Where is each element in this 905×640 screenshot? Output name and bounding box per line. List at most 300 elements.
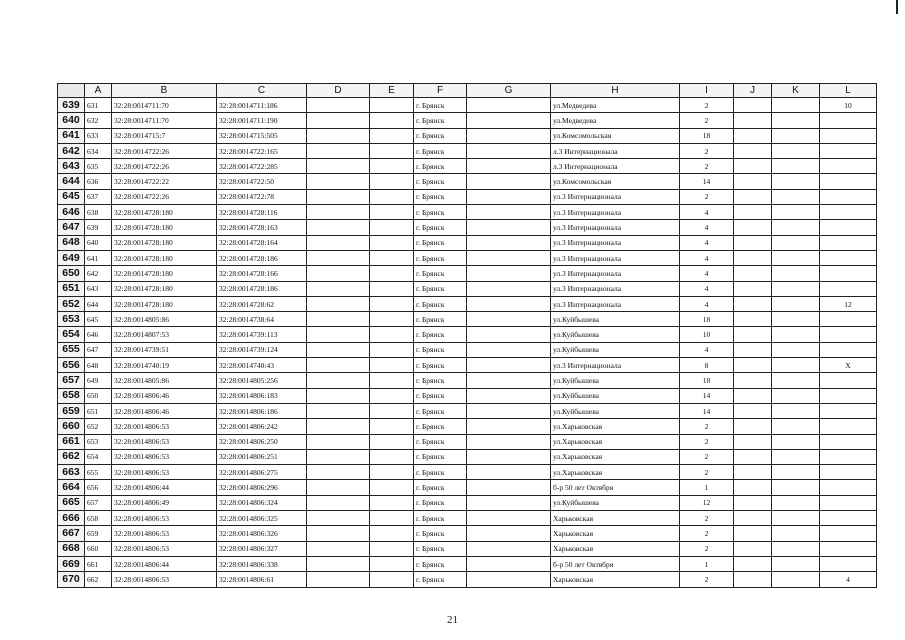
cell-k[interactable] <box>772 541 820 556</box>
cell-h[interactable]: ул.Харьковская <box>551 434 680 449</box>
row-header[interactable]: 661 <box>58 434 85 449</box>
cell-l[interactable] <box>820 419 877 434</box>
cell-f[interactable]: г. Брянск <box>414 572 467 587</box>
cell-c[interactable]: 32:28:0014728:62 <box>217 296 307 311</box>
cell-f[interactable]: г. Брянск <box>414 205 467 220</box>
cell-i[interactable]: 2 <box>680 113 734 128</box>
row-header[interactable]: 656 <box>58 358 85 373</box>
column-header-f[interactable]: F <box>414 84 467 98</box>
cell-b[interactable]: 32:28:0014806:53 <box>112 526 217 541</box>
cell-e[interactable] <box>370 480 414 495</box>
cell-f[interactable]: г. Брянск <box>414 312 467 327</box>
column-header-h[interactable]: H <box>551 84 680 98</box>
cell-i[interactable]: 4 <box>680 266 734 281</box>
cell-j[interactable] <box>734 403 772 418</box>
row-header[interactable]: 643 <box>58 159 85 174</box>
cell-c[interactable]: 32:28:0014728:166 <box>217 266 307 281</box>
cell-c[interactable]: 32:28:0014715:505 <box>217 128 307 143</box>
cell-d[interactable] <box>307 113 370 128</box>
cell-k[interactable] <box>772 174 820 189</box>
row-header[interactable]: 662 <box>58 449 85 464</box>
cell-d[interactable] <box>307 511 370 526</box>
cell-e[interactable] <box>370 266 414 281</box>
cell-c[interactable]: 32:28:0014728:164 <box>217 235 307 250</box>
cell-k[interactable] <box>772 189 820 204</box>
cell-d[interactable] <box>307 281 370 296</box>
cell-e[interactable] <box>370 495 414 510</box>
cell-a[interactable]: 651 <box>85 403 112 418</box>
cell-k[interactable] <box>772 388 820 403</box>
cell-h[interactable]: ул.3 Интернационала <box>551 250 680 265</box>
cell-h[interactable]: л.3 Интернационала <box>551 143 680 158</box>
cell-j[interactable] <box>734 572 772 587</box>
cell-a[interactable]: 662 <box>85 572 112 587</box>
cell-h[interactable]: Харьковская <box>551 511 680 526</box>
cell-c[interactable]: 32:28:0014740:43 <box>217 358 307 373</box>
cell-k[interactable] <box>772 526 820 541</box>
cell-g[interactable] <box>467 128 551 143</box>
cell-h[interactable]: Харьковская <box>551 526 680 541</box>
cell-j[interactable] <box>734 327 772 342</box>
cell-c[interactable]: 32:28:0014739:113 <box>217 327 307 342</box>
cell-h[interactable]: ул.Харьковская <box>551 465 680 480</box>
cell-e[interactable] <box>370 235 414 250</box>
cell-h[interactable]: ул.3 Интернационала <box>551 266 680 281</box>
column-header-i[interactable]: I <box>680 84 734 98</box>
cell-a[interactable]: 658 <box>85 511 112 526</box>
cell-f[interactable]: г. Брянск <box>414 388 467 403</box>
row-header[interactable]: 655 <box>58 342 85 357</box>
cell-e[interactable] <box>370 556 414 571</box>
cell-i[interactable]: 2 <box>680 449 734 464</box>
cell-j[interactable] <box>734 556 772 571</box>
cell-j[interactable] <box>734 205 772 220</box>
cell-e[interactable] <box>370 220 414 235</box>
cell-d[interactable] <box>307 403 370 418</box>
cell-j[interactable] <box>734 220 772 235</box>
cell-l[interactable] <box>820 266 877 281</box>
cell-d[interactable] <box>307 189 370 204</box>
cell-i[interactable]: 2 <box>680 465 734 480</box>
cell-a[interactable]: 645 <box>85 312 112 327</box>
cell-h[interactable]: л.3 Интернационала <box>551 159 680 174</box>
cell-k[interactable] <box>772 235 820 250</box>
cell-j[interactable] <box>734 511 772 526</box>
cell-g[interactable] <box>467 342 551 357</box>
cell-i[interactable]: 2 <box>680 143 734 158</box>
cell-d[interactable] <box>307 358 370 373</box>
cell-d[interactable] <box>307 128 370 143</box>
cell-j[interactable] <box>734 235 772 250</box>
cell-k[interactable] <box>772 143 820 158</box>
cell-g[interactable] <box>467 572 551 587</box>
cell-l[interactable] <box>820 556 877 571</box>
cell-j[interactable] <box>734 143 772 158</box>
cell-b[interactable]: 32:28:0014805:86 <box>112 312 217 327</box>
row-header[interactable]: 650 <box>58 266 85 281</box>
cell-g[interactable] <box>467 113 551 128</box>
cell-d[interactable] <box>307 220 370 235</box>
cell-i[interactable]: 4 <box>680 250 734 265</box>
cell-l[interactable] <box>820 235 877 250</box>
cell-j[interactable] <box>734 159 772 174</box>
cell-f[interactable]: г. Брянск <box>414 465 467 480</box>
cell-j[interactable] <box>734 480 772 495</box>
cell-e[interactable] <box>370 434 414 449</box>
cell-k[interactable] <box>772 327 820 342</box>
row-header[interactable]: 667 <box>58 526 85 541</box>
row-header[interactable]: 647 <box>58 220 85 235</box>
cell-a[interactable]: 656 <box>85 480 112 495</box>
cell-b[interactable]: 32:28:0014722:26 <box>112 159 217 174</box>
cell-e[interactable] <box>370 358 414 373</box>
cell-f[interactable]: г. Брянск <box>414 556 467 571</box>
cell-a[interactable]: 661 <box>85 556 112 571</box>
cell-f[interactable]: г. Брянск <box>414 189 467 204</box>
cell-g[interactable] <box>467 312 551 327</box>
cell-b[interactable]: 32:28:0014728:180 <box>112 296 217 311</box>
cell-l[interactable] <box>820 189 877 204</box>
cell-e[interactable] <box>370 189 414 204</box>
cell-i[interactable]: 4 <box>680 220 734 235</box>
cell-b[interactable]: 32:28:0014739:51 <box>112 342 217 357</box>
cell-d[interactable] <box>307 266 370 281</box>
cell-a[interactable]: 643 <box>85 281 112 296</box>
cell-c[interactable]: 32:28:0014806:326 <box>217 526 307 541</box>
cell-e[interactable] <box>370 403 414 418</box>
cell-k[interactable] <box>772 312 820 327</box>
cell-f[interactable]: г. Брянск <box>414 403 467 418</box>
cell-l[interactable] <box>820 220 877 235</box>
cell-e[interactable] <box>370 541 414 556</box>
cell-d[interactable] <box>307 419 370 434</box>
cell-d[interactable] <box>307 556 370 571</box>
cell-g[interactable] <box>467 373 551 388</box>
cell-f[interactable]: г. Брянск <box>414 113 467 128</box>
cell-g[interactable] <box>467 174 551 189</box>
cell-l[interactable] <box>820 143 877 158</box>
cell-g[interactable] <box>467 495 551 510</box>
cell-i[interactable]: 18 <box>680 312 734 327</box>
cell-b[interactable]: 32:28:0014722:26 <box>112 143 217 158</box>
cell-g[interactable] <box>467 511 551 526</box>
cell-c[interactable]: 32:28:0014711:186 <box>217 98 307 113</box>
cell-i[interactable]: 2 <box>680 434 734 449</box>
cell-g[interactable] <box>467 434 551 449</box>
cell-h[interactable]: ул.3 Интернационала <box>551 358 680 373</box>
cell-b[interactable]: 32:28:0014740:19 <box>112 358 217 373</box>
cell-h[interactable]: ул.3 Интернационала <box>551 189 680 204</box>
row-header[interactable]: 640 <box>58 113 85 128</box>
cell-a[interactable]: 640 <box>85 235 112 250</box>
row-header[interactable]: 645 <box>58 189 85 204</box>
cell-d[interactable] <box>307 250 370 265</box>
cell-f[interactable]: г. Брянск <box>414 250 467 265</box>
cell-j[interactable] <box>734 373 772 388</box>
cell-a[interactable]: 660 <box>85 541 112 556</box>
cell-j[interactable] <box>734 98 772 113</box>
cell-j[interactable] <box>734 250 772 265</box>
cell-j[interactable] <box>734 465 772 480</box>
cell-a[interactable]: 642 <box>85 266 112 281</box>
cell-a[interactable]: 648 <box>85 358 112 373</box>
cell-c[interactable]: 32:28:0014806:251 <box>217 449 307 464</box>
cell-i[interactable]: 4 <box>680 281 734 296</box>
cell-h[interactable]: ул.Куйбышева <box>551 388 680 403</box>
cell-k[interactable] <box>772 220 820 235</box>
row-header[interactable]: 648 <box>58 235 85 250</box>
cell-l[interactable] <box>820 281 877 296</box>
cell-d[interactable] <box>307 373 370 388</box>
cell-e[interactable] <box>370 174 414 189</box>
cell-l[interactable] <box>820 373 877 388</box>
cell-i[interactable]: 2 <box>680 419 734 434</box>
row-header[interactable]: 653 <box>58 312 85 327</box>
cell-h[interactable]: ул.Комсомольская <box>551 174 680 189</box>
cell-k[interactable] <box>772 159 820 174</box>
cell-l[interactable] <box>820 174 877 189</box>
cell-d[interactable] <box>307 327 370 342</box>
cell-f[interactable]: г. Брянск <box>414 220 467 235</box>
cell-i[interactable]: 2 <box>680 189 734 204</box>
cell-d[interactable] <box>307 98 370 113</box>
cell-i[interactable]: 4 <box>680 296 734 311</box>
cell-i[interactable]: 2 <box>680 526 734 541</box>
cell-f[interactable]: г. Брянск <box>414 434 467 449</box>
cell-e[interactable] <box>370 128 414 143</box>
cell-i[interactable]: 14 <box>680 403 734 418</box>
row-header[interactable]: 660 <box>58 419 85 434</box>
cell-h[interactable]: ул.Медведева <box>551 98 680 113</box>
cell-c[interactable]: 32:28:0014806:183 <box>217 388 307 403</box>
cell-g[interactable] <box>467 465 551 480</box>
cell-f[interactable]: г. Брянск <box>414 495 467 510</box>
cell-e[interactable] <box>370 388 414 403</box>
cell-d[interactable] <box>307 159 370 174</box>
cell-k[interactable] <box>772 128 820 143</box>
cell-k[interactable] <box>772 205 820 220</box>
cell-a[interactable]: 641 <box>85 250 112 265</box>
cell-d[interactable] <box>307 143 370 158</box>
cell-b[interactable]: 32:28:0014806:46 <box>112 388 217 403</box>
cell-b[interactable]: 32:28:0014806:49 <box>112 495 217 510</box>
column-header-d[interactable]: D <box>307 84 370 98</box>
cell-d[interactable] <box>307 495 370 510</box>
cell-h[interactable]: б-р 50 лет Октября <box>551 480 680 495</box>
cell-j[interactable] <box>734 312 772 327</box>
cell-a[interactable]: 653 <box>85 434 112 449</box>
cell-j[interactable] <box>734 128 772 143</box>
row-header[interactable]: 641 <box>58 128 85 143</box>
cell-e[interactable] <box>370 250 414 265</box>
cell-j[interactable] <box>734 113 772 128</box>
cell-b[interactable]: 32:28:0014728:180 <box>112 205 217 220</box>
cell-i[interactable]: 14 <box>680 174 734 189</box>
cell-e[interactable] <box>370 419 414 434</box>
column-header-b[interactable]: B <box>112 84 217 98</box>
cell-h[interactable]: ул.Куйбышева <box>551 403 680 418</box>
cell-g[interactable] <box>467 205 551 220</box>
cell-e[interactable] <box>370 281 414 296</box>
cell-a[interactable]: 632 <box>85 113 112 128</box>
cell-e[interactable] <box>370 373 414 388</box>
cell-l[interactable] <box>820 113 877 128</box>
cell-f[interactable]: г. Брянск <box>414 419 467 434</box>
cell-h[interactable]: Харьковская <box>551 541 680 556</box>
cell-j[interactable] <box>734 174 772 189</box>
cell-b[interactable]: 32:28:0014728:180 <box>112 250 217 265</box>
cell-c[interactable]: 32:28:0014722:285 <box>217 159 307 174</box>
row-header[interactable]: 651 <box>58 281 85 296</box>
cell-l[interactable]: 4 <box>820 572 877 587</box>
cell-k[interactable] <box>772 511 820 526</box>
cell-l[interactable] <box>820 511 877 526</box>
cell-f[interactable]: г. Брянск <box>414 327 467 342</box>
cell-c[interactable]: 32:28:0014722:50 <box>217 174 307 189</box>
cell-e[interactable] <box>370 143 414 158</box>
cell-k[interactable] <box>772 495 820 510</box>
cell-a[interactable]: 644 <box>85 296 112 311</box>
cell-l[interactable] <box>820 495 877 510</box>
cell-d[interactable] <box>307 465 370 480</box>
cell-c[interactable]: 32:28:0014722:165 <box>217 143 307 158</box>
row-header[interactable]: 664 <box>58 480 85 495</box>
cell-l[interactable]: X <box>820 358 877 373</box>
cell-d[interactable] <box>307 434 370 449</box>
cell-e[interactable] <box>370 526 414 541</box>
cell-b[interactable]: 32:28:0014806:53 <box>112 419 217 434</box>
cell-e[interactable] <box>370 572 414 587</box>
cell-b[interactable]: 32:28:0014805:86 <box>112 373 217 388</box>
cell-l[interactable] <box>820 205 877 220</box>
cell-a[interactable]: 636 <box>85 174 112 189</box>
cell-f[interactable]: г. Брянск <box>414 449 467 464</box>
cell-f[interactable]: г. Брянск <box>414 235 467 250</box>
cell-c[interactable]: 32:28:0014806:61 <box>217 572 307 587</box>
cell-k[interactable] <box>772 449 820 464</box>
cell-b[interactable]: 32:28:0014806:53 <box>112 541 217 556</box>
cell-e[interactable] <box>370 159 414 174</box>
cell-b[interactable]: 32:28:0014722:26 <box>112 189 217 204</box>
cell-l[interactable]: 10 <box>820 98 877 113</box>
cell-h[interactable]: ул.Медведева <box>551 113 680 128</box>
cell-c[interactable]: 32:28:0014806:325 <box>217 511 307 526</box>
cell-k[interactable] <box>772 572 820 587</box>
row-header[interactable]: 658 <box>58 388 85 403</box>
cell-b[interactable]: 32:28:0014728:180 <box>112 220 217 235</box>
cell-c[interactable]: 32:28:0014806:324 <box>217 495 307 510</box>
cell-h[interactable]: ул.3 Интернационала <box>551 205 680 220</box>
cell-i[interactable]: 2 <box>680 572 734 587</box>
cell-g[interactable] <box>467 143 551 158</box>
cell-l[interactable] <box>820 526 877 541</box>
cell-k[interactable] <box>772 358 820 373</box>
row-header[interactable]: 646 <box>58 205 85 220</box>
cell-l[interactable] <box>820 159 877 174</box>
cell-g[interactable] <box>467 327 551 342</box>
row-header[interactable]: 668 <box>58 541 85 556</box>
cell-a[interactable]: 639 <box>85 220 112 235</box>
cell-g[interactable] <box>467 189 551 204</box>
cell-i[interactable]: 1 <box>680 556 734 571</box>
cell-f[interactable]: г. Брянск <box>414 342 467 357</box>
cell-a[interactable]: 634 <box>85 143 112 158</box>
cell-c[interactable]: 32:28:0014728:186 <box>217 250 307 265</box>
column-header-g[interactable]: G <box>467 84 551 98</box>
cell-d[interactable] <box>307 541 370 556</box>
cell-f[interactable]: г. Брянск <box>414 541 467 556</box>
row-header[interactable]: 669 <box>58 556 85 571</box>
cell-f[interactable]: г. Брянск <box>414 174 467 189</box>
cell-f[interactable]: г. Брянск <box>414 296 467 311</box>
cell-a[interactable]: 631 <box>85 98 112 113</box>
cell-a[interactable]: 649 <box>85 373 112 388</box>
cell-c[interactable]: 32:28:0014728:116 <box>217 205 307 220</box>
cell-e[interactable] <box>370 327 414 342</box>
cell-g[interactable] <box>467 358 551 373</box>
cell-g[interactable] <box>467 250 551 265</box>
cell-g[interactable] <box>467 526 551 541</box>
cell-c[interactable]: 32:28:0014739:124 <box>217 342 307 357</box>
row-header[interactable]: 657 <box>58 373 85 388</box>
cell-g[interactable] <box>467 281 551 296</box>
cell-k[interactable] <box>772 342 820 357</box>
cell-i[interactable]: 18 <box>680 373 734 388</box>
cell-h[interactable]: ул.Куйбышева <box>551 342 680 357</box>
cell-h[interactable]: ул.Куйбышева <box>551 327 680 342</box>
cell-i[interactable]: 4 <box>680 342 734 357</box>
cell-i[interactable]: 14 <box>680 388 734 403</box>
row-header[interactable]: 644 <box>58 174 85 189</box>
cell-g[interactable] <box>467 266 551 281</box>
cell-e[interactable] <box>370 98 414 113</box>
corner-cell[interactable] <box>58 84 85 98</box>
cell-l[interactable] <box>820 449 877 464</box>
cell-k[interactable] <box>772 434 820 449</box>
cell-i[interactable]: 18 <box>680 128 734 143</box>
row-header[interactable]: 659 <box>58 403 85 418</box>
cell-a[interactable]: 659 <box>85 526 112 541</box>
cell-c[interactable]: 32:28:0014806:250 <box>217 434 307 449</box>
cell-k[interactable] <box>772 113 820 128</box>
cell-b[interactable]: 32:28:0014728:180 <box>112 235 217 250</box>
cell-k[interactable] <box>772 556 820 571</box>
cell-b[interactable]: 32:28:0014806:53 <box>112 449 217 464</box>
cell-a[interactable]: 655 <box>85 465 112 480</box>
cell-k[interactable] <box>772 480 820 495</box>
column-header-a[interactable]: A <box>85 84 112 98</box>
cell-e[interactable] <box>370 342 414 357</box>
cell-i[interactable]: 10 <box>680 327 734 342</box>
cell-j[interactable] <box>734 495 772 510</box>
row-header[interactable]: 666 <box>58 511 85 526</box>
cell-l[interactable]: 12 <box>820 296 877 311</box>
cell-i[interactable]: 2 <box>680 541 734 556</box>
cell-l[interactable] <box>820 312 877 327</box>
cell-f[interactable]: г. Брянск <box>414 266 467 281</box>
cell-b[interactable]: 32:28:0014728:180 <box>112 266 217 281</box>
cell-a[interactable]: 638 <box>85 205 112 220</box>
cell-a[interactable]: 633 <box>85 128 112 143</box>
cell-k[interactable] <box>772 250 820 265</box>
cell-d[interactable] <box>307 205 370 220</box>
cell-e[interactable] <box>370 113 414 128</box>
cell-i[interactable]: 1 <box>680 480 734 495</box>
cell-c[interactable]: 32:28:0014738:64 <box>217 312 307 327</box>
cell-b[interactable]: 32:28:0014807:53 <box>112 327 217 342</box>
cell-h[interactable]: ул.Куйбышева <box>551 373 680 388</box>
cell-i[interactable]: 8 <box>680 358 734 373</box>
